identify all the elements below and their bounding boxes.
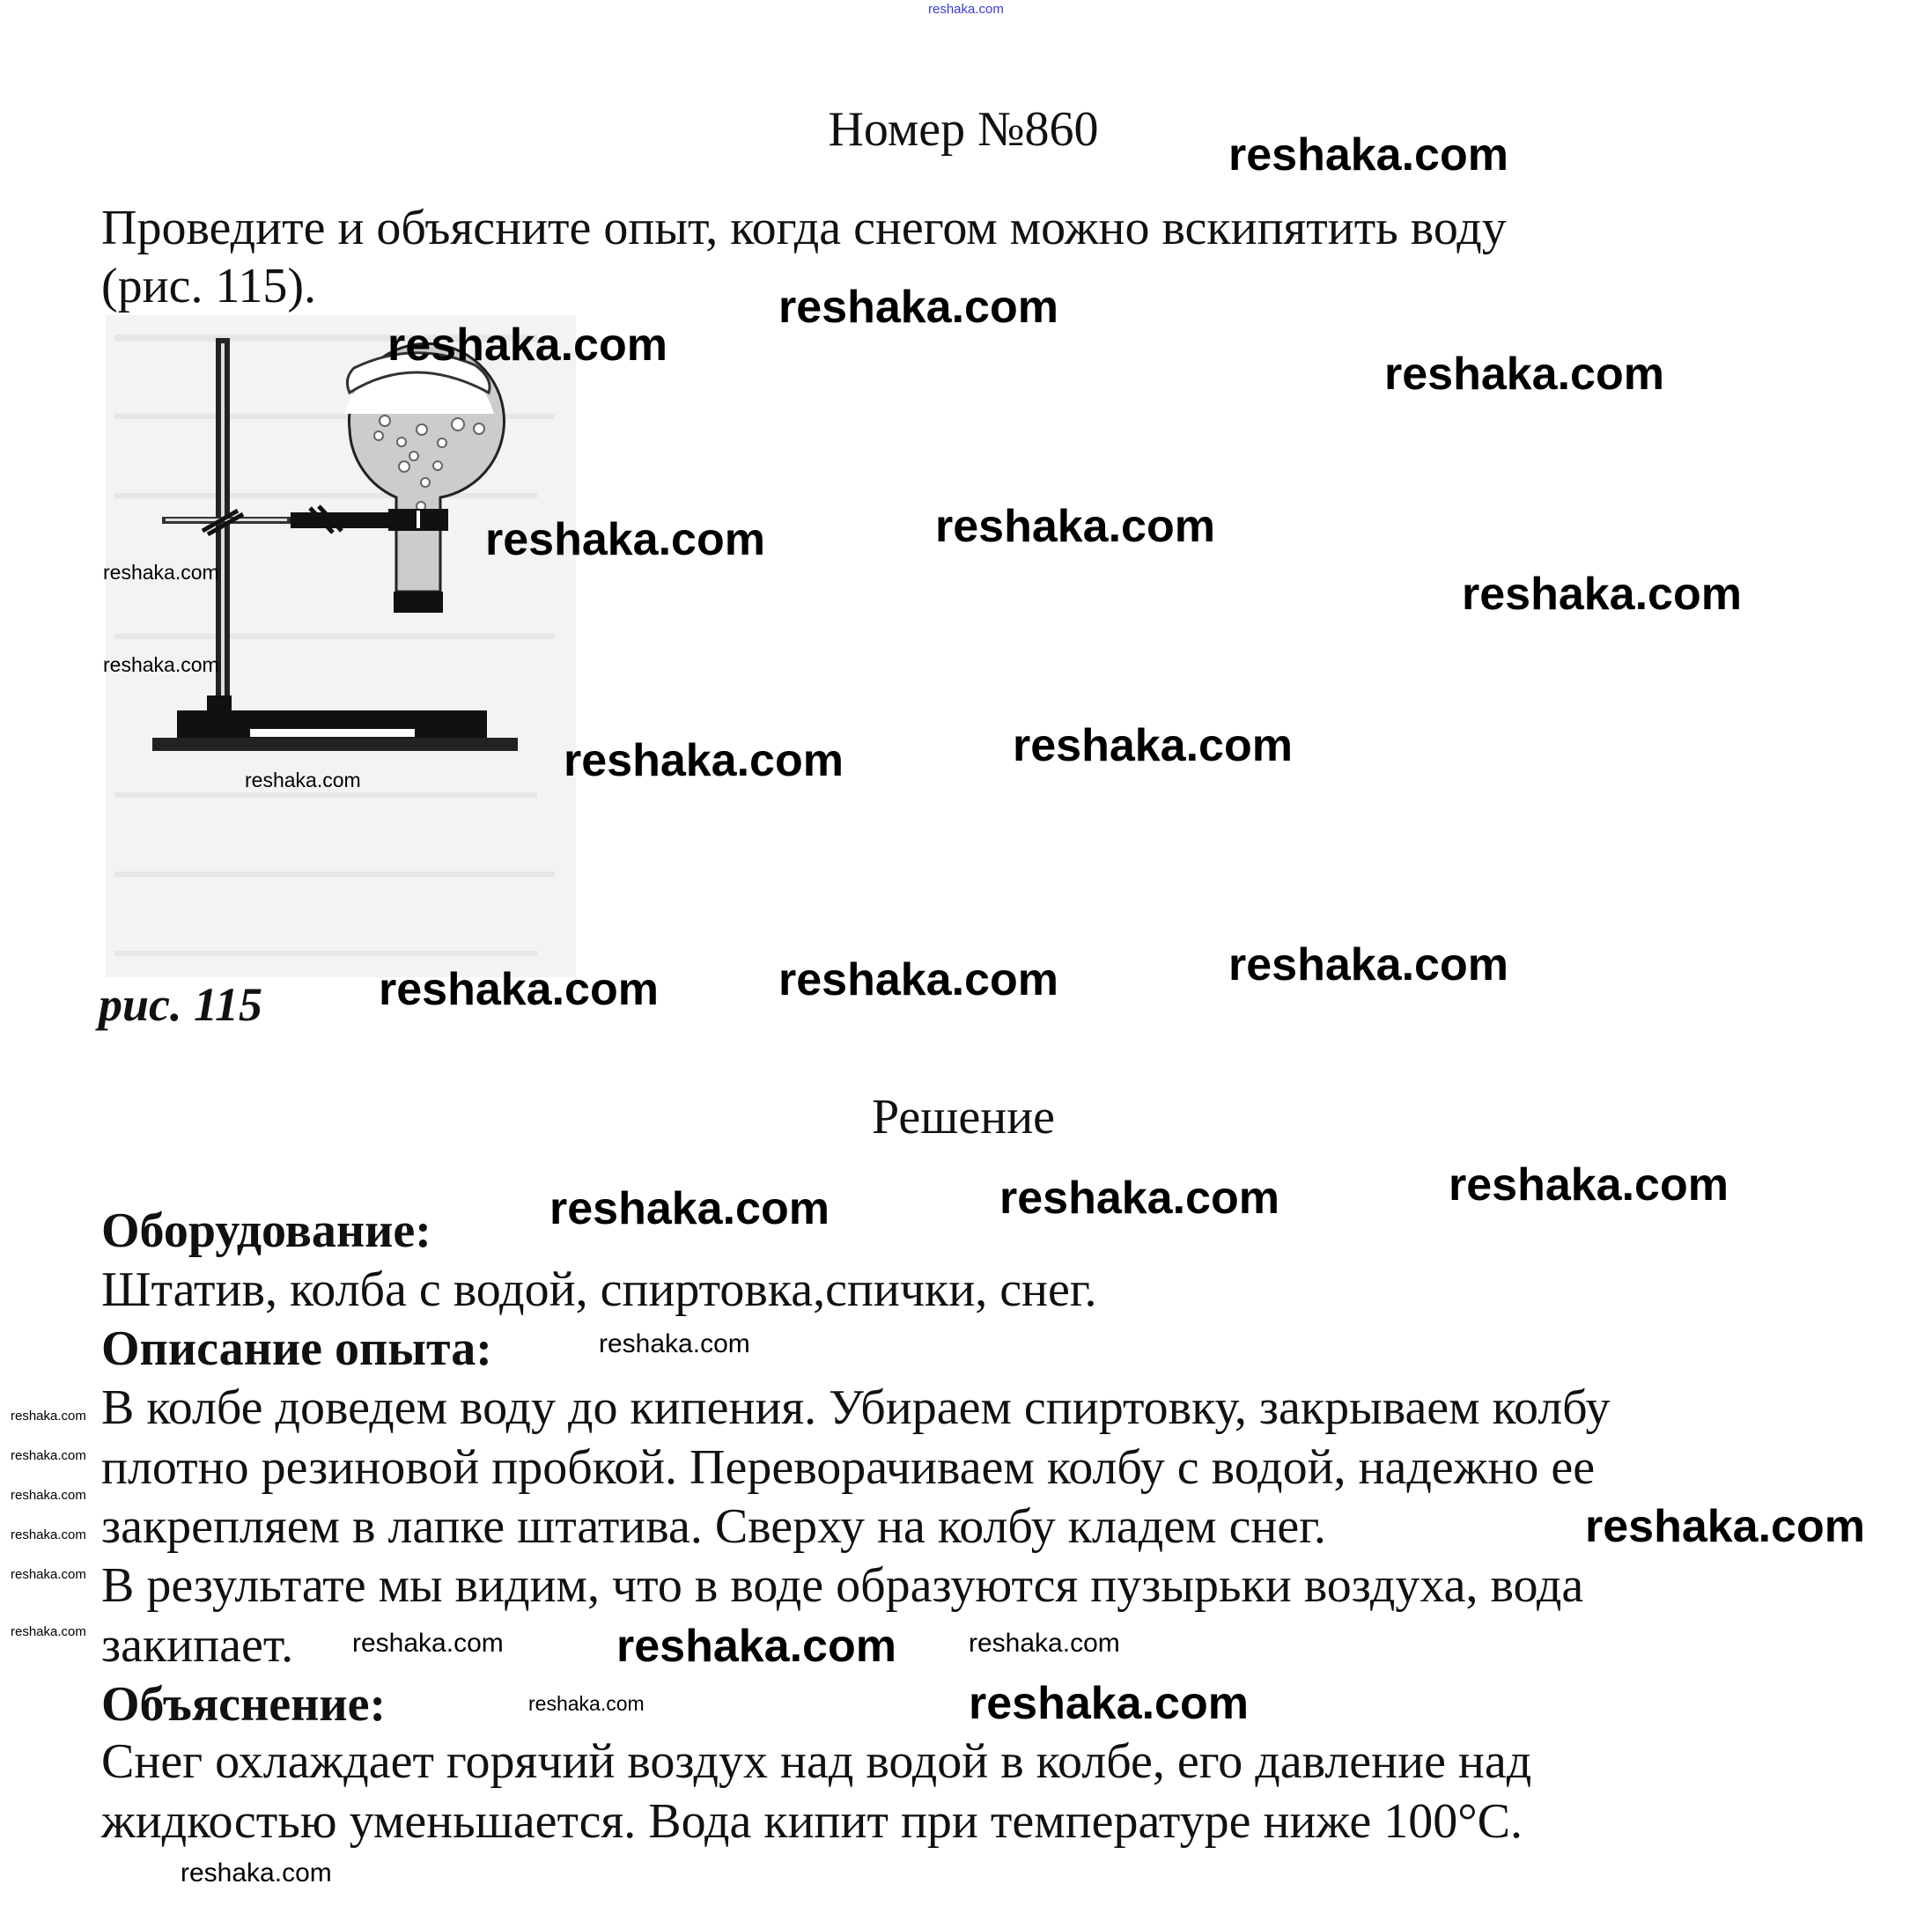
description-line: плотно резиновой пробкой. Переворачиваем колбу с водой, надежно ее <box>101 1440 1596 1495</box>
watermark: reshaka.com <box>564 735 844 786</box>
top-site-link[interactable]: reshaka.com <box>928 2 1004 17</box>
equipment-text: Штатив, колба с водой, спиртовка,спички, снег. <box>101 1262 1097 1317</box>
watermark: reshaka.com <box>1228 939 1508 990</box>
description-line: В колбе доведем воду до кипения. Убираем спиртовку, закрываем колбу <box>101 1380 1611 1435</box>
watermark: reshaka.com <box>379 964 659 1015</box>
watermark: reshaka.com <box>103 561 219 584</box>
watermark: reshaka.com <box>11 1448 86 1463</box>
equipment-heading: Оборудование: <box>101 1203 431 1258</box>
watermark: reshaka.com <box>11 1567 86 1582</box>
watermark: reshaka.com <box>485 514 765 565</box>
watermark: reshaka.com <box>778 954 1058 1005</box>
watermark: reshaka.com <box>181 1858 332 1888</box>
watermark: reshaka.com <box>11 1624 86 1639</box>
explanation-line: жидкостью уменьшается. Вода кипит при температуре ниже 100°C. <box>101 1794 1523 1849</box>
task-line: (рис. 115). <box>101 259 317 313</box>
watermark: reshaka.com <box>11 1409 86 1424</box>
watermark: reshaka.com <box>352 1629 504 1658</box>
watermark: reshaka.com <box>1228 129 1508 180</box>
watermark: reshaka.com <box>969 1678 1249 1729</box>
watermark: reshaka.com <box>969 1629 1120 1658</box>
watermark: reshaka.com <box>387 320 667 371</box>
explanation-line: Снег охлаждает горячий воздух над водой в колбе, его давление над <box>101 1734 1532 1789</box>
watermark: reshaka.com <box>549 1183 830 1234</box>
watermark: reshaka.com <box>11 1488 86 1503</box>
watermark: reshaka.com <box>1449 1159 1729 1211</box>
description-line: закрепляем в лапке штатива. Сверху на колбу кладем снег. <box>101 1499 1326 1554</box>
watermark: reshaka.com <box>245 769 361 791</box>
watermark: reshaka.com <box>616 1621 896 1672</box>
watermark: reshaka.com <box>1585 1501 1865 1552</box>
watermark: reshaka.com <box>528 1692 645 1715</box>
watermark: reshaka.com <box>999 1173 1279 1224</box>
watermark: reshaka.com <box>11 1527 86 1542</box>
description-line: В результате мы видим, что в воде образуются пузырьки воздуха, вода <box>101 1558 1584 1613</box>
task-line: Проведите и объясните опыт, когда снегом можно вскипятить воду <box>101 201 1507 255</box>
watermark: reshaka.com <box>1013 720 1293 771</box>
watermark: reshaka.com <box>103 653 219 676</box>
figure-caption: рис. 115 <box>99 978 263 1031</box>
watermark: reshaka.com <box>1462 569 1742 620</box>
watermark: reshaka.com <box>935 501 1215 552</box>
watermark: reshaka.com <box>1384 349 1664 400</box>
solution-heading: Решение <box>871 1090 1056 1144</box>
description-line: закипает. <box>101 1618 294 1673</box>
page-title: Номер №860 <box>828 102 1099 157</box>
explanation-heading: Объяснение: <box>101 1677 387 1732</box>
watermark: reshaka.com <box>599 1329 750 1358</box>
watermark: reshaka.com <box>778 282 1058 333</box>
description-heading: Описание опыта: <box>101 1321 492 1376</box>
